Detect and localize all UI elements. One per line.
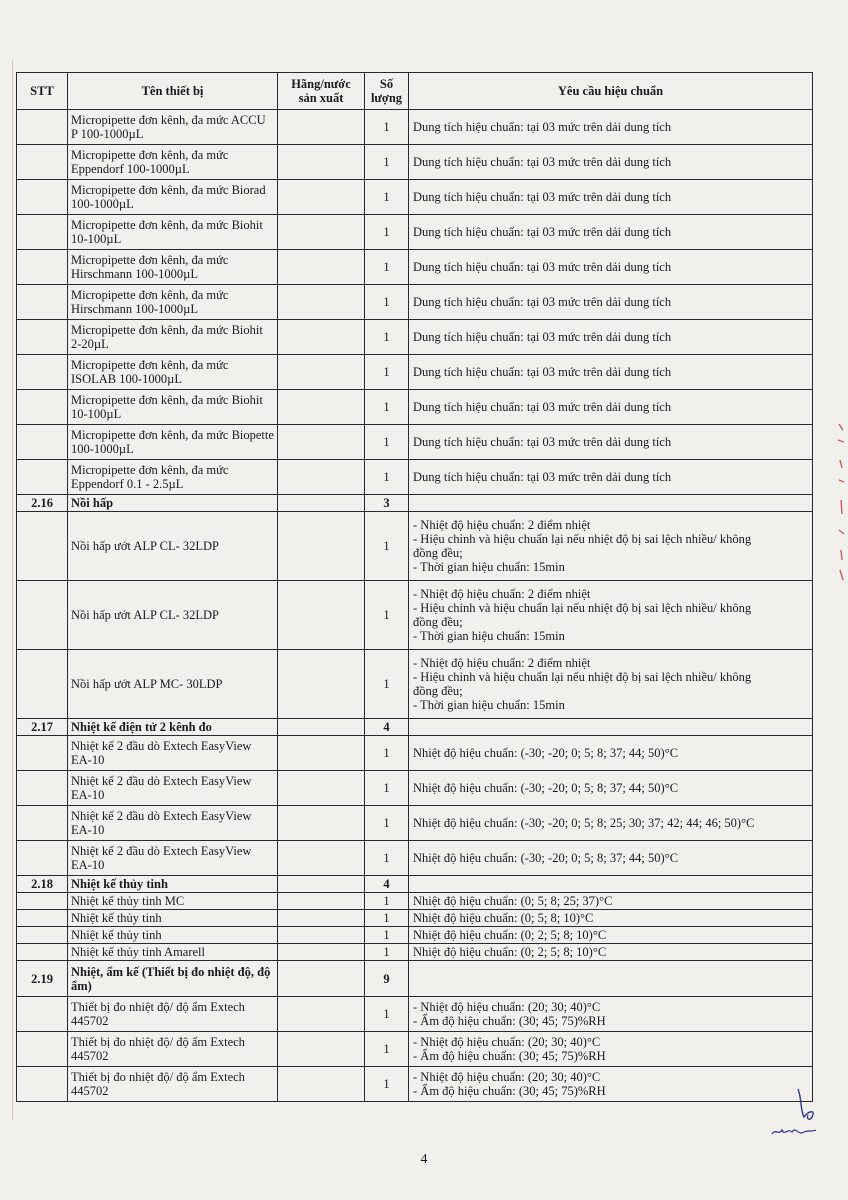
cell-quantity: 1 — [365, 650, 409, 719]
cell-device-name: Nhiệt kế 2 đầu dò Extech EasyView EA-10 — [68, 736, 278, 771]
cell-manufacturer — [278, 893, 365, 910]
cell-calibration-requirement — [409, 460, 813, 495]
requirement-line: - Thời gian hiệu chuẩn: 15min — [413, 698, 565, 712]
cell-calibration-requirement — [409, 806, 813, 841]
table-row — [17, 1067, 813, 1102]
cell-quantity: 3 — [365, 495, 409, 512]
cell-device-name: Nhiệt kế thủy tinh — [68, 927, 278, 944]
cell-stt — [17, 320, 68, 355]
cell-calibration-requirement — [409, 495, 813, 512]
table-row — [17, 910, 813, 927]
cell-device-name: Micropipette đơn kênh, đa mức Biohit 2-20µL — [68, 320, 278, 355]
cell-quantity: 1 — [365, 944, 409, 961]
cell-device-name: Micropipette đơn kênh, đa mức Hirschmann 100-1000µL — [68, 285, 278, 320]
cell-calibration-requirement — [409, 893, 813, 910]
cell-device-name: Nhiệt kế 2 đầu dò Extech EasyView EA-10 — [68, 771, 278, 806]
cell-quantity: 1 — [365, 512, 409, 581]
requirement-line: Nhiệt độ hiệu chuẩn: (-30; -20; 0; 5; 8; 37; 44; 50)°C — [413, 851, 679, 865]
requirement-line: Dung tích hiệu chuẩn: tại 03 mức trên dải dung tích — [413, 400, 672, 414]
requirement-line: Nhiệt độ hiệu chuẩn: (0; 5; 8; 25; 37)°C — [413, 894, 613, 908]
cell-manufacturer — [278, 944, 365, 961]
cell-manufacturer — [278, 1067, 365, 1102]
cell-stt — [17, 512, 68, 581]
table-row — [17, 771, 813, 806]
table-row — [17, 180, 813, 215]
cell-calibration-requirement — [409, 145, 813, 180]
requirement-line: - Nhiệt độ hiệu chuẩn: (20; 30; 40)°C — [413, 1035, 601, 1049]
cell-stt — [17, 145, 68, 180]
cell-manufacturer — [278, 110, 365, 145]
cell-stt — [17, 425, 68, 460]
cell-quantity: 1 — [365, 180, 409, 215]
cell-calibration-requirement — [409, 110, 813, 145]
table-row — [17, 997, 813, 1032]
cell-calibration-requirement — [409, 736, 813, 771]
cell-device-name: Nhiệt kế thủy tinh — [68, 910, 278, 927]
cell-calibration-requirement — [409, 997, 813, 1032]
cell-manufacturer — [278, 320, 365, 355]
cell-stt — [17, 460, 68, 495]
cell-manufacturer — [278, 1032, 365, 1067]
cell-stt — [17, 581, 68, 650]
requirement-line: Dung tích hiệu chuẩn: tại 03 mức trên dải dung tích — [413, 155, 672, 169]
cell-calibration-requirement — [409, 1067, 813, 1102]
cell-calibration-requirement — [409, 944, 813, 961]
header-device-name: Tên thiết bị — [68, 73, 278, 110]
cell-quantity: 1 — [365, 460, 409, 495]
cell-calibration-requirement — [409, 719, 813, 736]
table-row — [17, 460, 813, 495]
initials-mark — [770, 1120, 820, 1145]
cell-stt — [17, 390, 68, 425]
header-calibration-requirement: Yêu cầu hiệu chuẩn — [409, 73, 813, 110]
table-row — [17, 145, 813, 180]
cell-quantity: 1 — [365, 110, 409, 145]
cell-calibration-requirement — [409, 650, 813, 719]
cell-quantity: 1 — [365, 910, 409, 927]
cell-manufacturer — [278, 927, 365, 944]
requirement-line: Dung tích hiệu chuẩn: tại 03 mức trên dải dung tích — [413, 225, 672, 239]
cell-stt — [17, 771, 68, 806]
requirement-line: Nhiệt độ hiệu chuẩn: (-30; -20; 0; 5; 8; 37; 44; 50)°C — [413, 781, 679, 795]
table-row — [17, 285, 813, 320]
cell-manufacturer — [278, 250, 365, 285]
requirement-line: Dung tích hiệu chuẩn: tại 03 mức trên dải dung tích — [413, 470, 672, 484]
cell-stt: 2.18 — [17, 876, 68, 893]
cell-manufacturer — [278, 961, 365, 997]
table-row — [17, 806, 813, 841]
cell-calibration-requirement — [409, 355, 813, 390]
cell-device-name: Nhiệt kế 2 đầu dò Extech EasyView EA-10 — [68, 841, 278, 876]
cell-calibration-requirement — [409, 285, 813, 320]
cell-quantity: 1 — [365, 893, 409, 910]
requirement-line: đồng đều; — [413, 684, 463, 698]
requirement-line: - Nhiệt độ hiệu chuẩn: 2 điểm nhiệt — [413, 518, 591, 532]
table-row — [17, 1032, 813, 1067]
cell-device-name: Micropipette đơn kênh, đa mức Eppendorf 0.1 - 2.5µL — [68, 460, 278, 495]
cell-calibration-requirement — [409, 1032, 813, 1067]
requirement-line: Dung tích hiệu chuẩn: tại 03 mức trên dải dung tích — [413, 295, 672, 309]
cell-quantity: 1 — [365, 771, 409, 806]
requirement-line: Dung tích hiệu chuẩn: tại 03 mức trên dải dung tích — [413, 260, 672, 274]
cell-calibration-requirement — [409, 910, 813, 927]
requirement-line: - Thời gian hiệu chuẩn: 15min — [413, 629, 565, 643]
cell-stt — [17, 285, 68, 320]
cell-quantity: 1 — [365, 390, 409, 425]
cell-manufacturer — [278, 355, 365, 390]
cell-manufacturer — [278, 460, 365, 495]
header-stt: STT — [17, 73, 68, 110]
red-stamp-mark — [835, 420, 848, 590]
cell-manufacturer — [278, 215, 365, 250]
category-row — [17, 961, 813, 997]
table-row — [17, 250, 813, 285]
cell-device-name: Nồi hấp ướt ALP CL- 32LDP — [68, 581, 278, 650]
cell-manufacturer — [278, 910, 365, 927]
cell-manufacturer — [278, 581, 365, 650]
cell-manufacturer — [278, 650, 365, 719]
cell-device-name: Micropipette đơn kênh, đa mức Biopette 100-1000µL — [68, 425, 278, 460]
requirement-line: - Ẩm độ hiệu chuẩn: (30; 45; 75)%RH — [413, 1049, 606, 1063]
cell-device-name: Nồi hấp — [68, 495, 278, 512]
cell-quantity: 1 — [365, 806, 409, 841]
cell-stt — [17, 355, 68, 390]
cell-stt: 2.17 — [17, 719, 68, 736]
cell-device-name: Micropipette đơn kênh, đa mức Biohit 10-100µL — [68, 215, 278, 250]
cell-device-name: Nhiệt kế thủy tinh Amarell — [68, 944, 278, 961]
table-row — [17, 110, 813, 145]
category-row — [17, 876, 813, 893]
cell-stt — [17, 944, 68, 961]
cell-stt — [17, 180, 68, 215]
table-row — [17, 841, 813, 876]
cell-quantity: 1 — [365, 250, 409, 285]
cell-calibration-requirement — [409, 512, 813, 581]
requirement-line: - Thời gian hiệu chuẩn: 15min — [413, 560, 565, 574]
requirement-line: Nhiệt độ hiệu chuẩn: (0; 5; 8; 10)°C — [413, 911, 594, 925]
cell-quantity: 1 — [365, 581, 409, 650]
requirement-line: đồng đều; — [413, 546, 463, 560]
cell-quantity: 1 — [365, 1067, 409, 1102]
cell-calibration-requirement — [409, 250, 813, 285]
cell-calibration-requirement — [409, 876, 813, 893]
cell-stt — [17, 1032, 68, 1067]
cell-calibration-requirement — [409, 841, 813, 876]
cell-device-name: Micropipette đơn kênh, đa mức Biohit 10-100µL — [68, 390, 278, 425]
cell-quantity: 1 — [365, 1032, 409, 1067]
cell-calibration-requirement — [409, 180, 813, 215]
cell-calibration-requirement — [409, 771, 813, 806]
cell-calibration-requirement — [409, 215, 813, 250]
table-body — [17, 110, 813, 1102]
table-row — [17, 736, 813, 771]
page-edge-line — [12, 60, 13, 1120]
category-row — [17, 495, 813, 512]
cell-quantity: 1 — [365, 927, 409, 944]
cell-device-name: Thiết bị đo nhiệt độ/ độ ẩm Extech 445702 — [68, 1067, 278, 1102]
table-row — [17, 927, 813, 944]
requirement-line: - Nhiệt độ hiệu chuẩn: 2 điểm nhiệt — [413, 656, 591, 670]
cell-quantity: 1 — [365, 355, 409, 390]
requirement-line: Nhiệt độ hiệu chuẩn: (0; 2; 5; 8; 10)°C — [413, 928, 607, 942]
requirement-line: Nhiệt độ hiệu chuẩn: (0; 2; 5; 8; 10)°C — [413, 945, 607, 959]
cell-calibration-requirement — [409, 927, 813, 944]
cell-device-name: Thiết bị đo nhiệt độ/ độ ẩm Extech 445702 — [68, 1032, 278, 1067]
category-row — [17, 719, 813, 736]
requirement-line: Dung tích hiệu chuẩn: tại 03 mức trên dải dung tích — [413, 190, 672, 204]
table-row — [17, 215, 813, 250]
cell-device-name: Nồi hấp ướt ALP MC- 30LDP — [68, 650, 278, 719]
cell-device-name: Thiết bị đo nhiệt độ/ độ ẩm Extech 445702 — [68, 997, 278, 1032]
cell-quantity: 1 — [365, 145, 409, 180]
cell-quantity: 1 — [365, 215, 409, 250]
table-row — [17, 893, 813, 910]
cell-device-name: Micropipette đơn kênh, đa mức Biorad 100-1000µL — [68, 180, 278, 215]
cell-stt — [17, 250, 68, 285]
cell-manufacturer — [278, 736, 365, 771]
cell-stt — [17, 110, 68, 145]
cell-calibration-requirement — [409, 961, 813, 997]
requirement-line: - Hiệu chỉnh và hiệu chuẩn lại nếu nhiệt độ bị sai lệch nhiều/ không — [413, 532, 752, 546]
cell-device-name: Micropipette đơn kênh, đa mức Hirschmann 100-1000µL — [68, 250, 278, 285]
cell-calibration-requirement — [409, 390, 813, 425]
cell-manufacturer — [278, 997, 365, 1032]
cell-quantity: 1 — [365, 997, 409, 1032]
cell-manufacturer — [278, 285, 365, 320]
table-header-row — [17, 73, 813, 110]
cell-stt — [17, 997, 68, 1032]
cell-manufacturer — [278, 876, 365, 893]
requirement-line: Nhiệt độ hiệu chuẩn: (-30; -20; 0; 5; 8; 37; 44; 50)°C — [413, 746, 679, 760]
table-row — [17, 581, 813, 650]
requirement-line: Dung tích hiệu chuẩn: tại 03 mức trên dải dung tích — [413, 435, 672, 449]
cell-device-name: Micropipette đơn kênh, đa mức Eppendorf 100-1000µL — [68, 145, 278, 180]
requirement-line: - Nhiệt độ hiệu chuẩn: (20; 30; 40)°C — [413, 1000, 601, 1014]
table-row — [17, 355, 813, 390]
page-number: 4 — [420, 1152, 428, 1167]
cell-stt — [17, 910, 68, 927]
cell-manufacturer — [278, 425, 365, 460]
cell-manufacturer — [278, 390, 365, 425]
cell-manufacturer — [278, 771, 365, 806]
requirement-line: - Nhiệt độ hiệu chuẩn: (20; 30; 40)°C — [413, 1070, 601, 1084]
table-row — [17, 650, 813, 719]
cell-calibration-requirement — [409, 320, 813, 355]
table-row — [17, 425, 813, 460]
requirement-line: Dung tích hiệu chuẩn: tại 03 mức trên dải dung tích — [413, 120, 672, 134]
cell-device-name: Nhiệt kế 2 đầu dò Extech EasyView EA-10 — [68, 806, 278, 841]
cell-calibration-requirement — [409, 581, 813, 650]
cell-stt — [17, 736, 68, 771]
requirement-line: - Hiệu chỉnh và hiệu chuẩn lại nếu nhiệt độ bị sai lệch nhiều/ không — [413, 670, 752, 684]
cell-stt — [17, 806, 68, 841]
cell-quantity: 1 — [365, 841, 409, 876]
cell-manufacturer — [278, 145, 365, 180]
cell-quantity: 1 — [365, 285, 409, 320]
cell-device-name: Nồi hấp ướt ALP CL- 32LDP — [68, 512, 278, 581]
requirement-line: - Ẩm độ hiệu chuẩn: (30; 45; 75)%RH — [413, 1014, 606, 1028]
cell-device-name: Nhiệt kế thủy tinh MC — [68, 893, 278, 910]
table-row — [17, 944, 813, 961]
cell-manufacturer — [278, 841, 365, 876]
cell-stt: 2.16 — [17, 495, 68, 512]
cell-quantity: 9 — [365, 961, 409, 997]
cell-stt — [17, 841, 68, 876]
cell-device-name: Nhiệt kế thủy tinh — [68, 876, 278, 893]
cell-manufacturer — [278, 495, 365, 512]
cell-device-name: Micropipette đơn kênh, đa mức ACCU P 100-1000µL — [68, 110, 278, 145]
cell-manufacturer — [278, 512, 365, 581]
requirement-line: - Ẩm độ hiệu chuẩn: (30; 45; 75)%RH — [413, 1084, 606, 1098]
cell-calibration-requirement — [409, 425, 813, 460]
cell-stt — [17, 215, 68, 250]
cell-quantity: 4 — [365, 719, 409, 736]
table-row — [17, 320, 813, 355]
table-row — [17, 512, 813, 581]
cell-stt — [17, 893, 68, 910]
requirement-line: đồng đều; — [413, 615, 463, 629]
cell-quantity: 1 — [365, 425, 409, 460]
cell-device-name: Nhiệt, ẩm kế (Thiết bị đo nhiệt độ, độ ẩm) — [68, 961, 278, 997]
cell-stt: 2.19 — [17, 961, 68, 997]
cell-device-name: Micropipette đơn kênh, đa mức ISOLAB 100-1000µL — [68, 355, 278, 390]
requirement-line: - Nhiệt độ hiệu chuẩn: 2 điểm nhiệt — [413, 587, 591, 601]
cell-quantity: 1 — [365, 320, 409, 355]
cell-stt — [17, 650, 68, 719]
cell-manufacturer — [278, 719, 365, 736]
header-manufacturer: Hãng/nước sản xuất — [278, 73, 365, 110]
table-row — [17, 390, 813, 425]
requirement-line: Dung tích hiệu chuẩn: tại 03 mức trên dải dung tích — [413, 365, 672, 379]
cell-device-name: Nhiệt kế điện tử 2 kênh đo — [68, 719, 278, 736]
cell-stt — [17, 927, 68, 944]
cell-quantity: 4 — [365, 876, 409, 893]
header-quantity: Số lượng — [365, 73, 409, 110]
calibration-table — [16, 72, 813, 1102]
cell-manufacturer — [278, 806, 365, 841]
cell-stt — [17, 1067, 68, 1102]
cell-manufacturer — [278, 180, 365, 215]
requirement-line: Nhiệt độ hiệu chuẩn: (-30; -20; 0; 5; 8; 25; 30; 37; 42; 44; 46; 50)°C — [413, 816, 755, 830]
requirement-line: Dung tích hiệu chuẩn: tại 03 mức trên dải dung tích — [413, 330, 672, 344]
requirement-line: - Hiệu chỉnh và hiệu chuẩn lại nếu nhiệt độ bị sai lệch nhiều/ không — [413, 601, 752, 615]
cell-quantity: 1 — [365, 736, 409, 771]
